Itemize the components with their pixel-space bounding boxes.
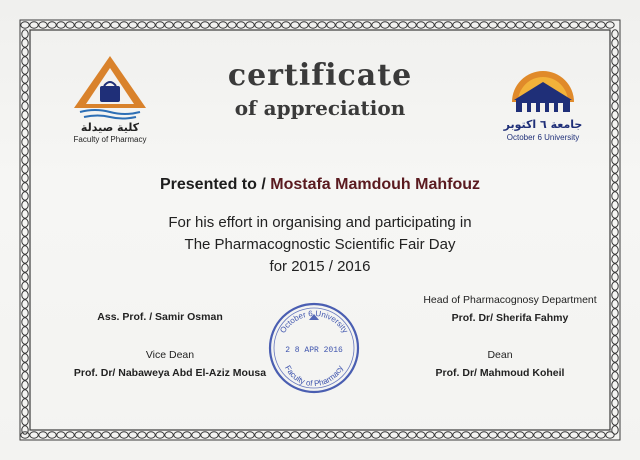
left-logo-arabic: كلية صيدلة: [80, 121, 140, 134]
left-logo-caption: Faculty of Pharmacy: [73, 135, 147, 144]
right-logo-caption: October 6 University: [506, 133, 580, 142]
presented-label: Presented to /: [159, 176, 271, 193]
recipient-name: Mostafa Mamdouh Mahfouz: [270, 176, 480, 193]
body-line-1: For his effort in organising and participating in: [168, 214, 472, 231]
certificate-title: certificate: [227, 58, 413, 93]
vice-dean-title: Vice Dean: [145, 349, 195, 361]
department-head-title: Head of Pharmacognosy Department: [423, 294, 597, 306]
dean-title: Dean: [487, 349, 513, 361]
stamp-bottom-text: Faculty of Pharmacy: [283, 363, 345, 389]
dean-name: Prof. Dr/ Mahmoud Koheil: [435, 367, 565, 379]
body-line-3: for 2015 / 2016: [269, 258, 371, 275]
right-logo-arabic: جامعة ٦ اكتوبر: [503, 118, 583, 131]
university-stamp: [266, 300, 362, 396]
certificate-subtitle: of appreciation: [234, 96, 406, 120]
stamp-top-text: October 6 University: [278, 308, 350, 335]
department-head-name: Prof. Dr/ Sherifa Fahmy: [451, 312, 569, 324]
body-line-2: The Pharmacognostic Scientific Fair Day: [184, 236, 456, 253]
faculty-of-pharmacy-logo: [70, 52, 150, 144]
svg-text:Faculty of Pharmacy: [283, 364, 345, 388]
assistant-prof-signature: Ass. Prof. / Samir Osman: [97, 311, 223, 323]
presented-to-line: [100, 176, 540, 194]
october-6-university-logo: [498, 52, 588, 144]
stamp-date: 2 8 APR 2016: [285, 346, 343, 355]
vice-dean-name: Prof. Dr/ Nabaweya Abd El-Aziz Mousa: [73, 367, 267, 379]
